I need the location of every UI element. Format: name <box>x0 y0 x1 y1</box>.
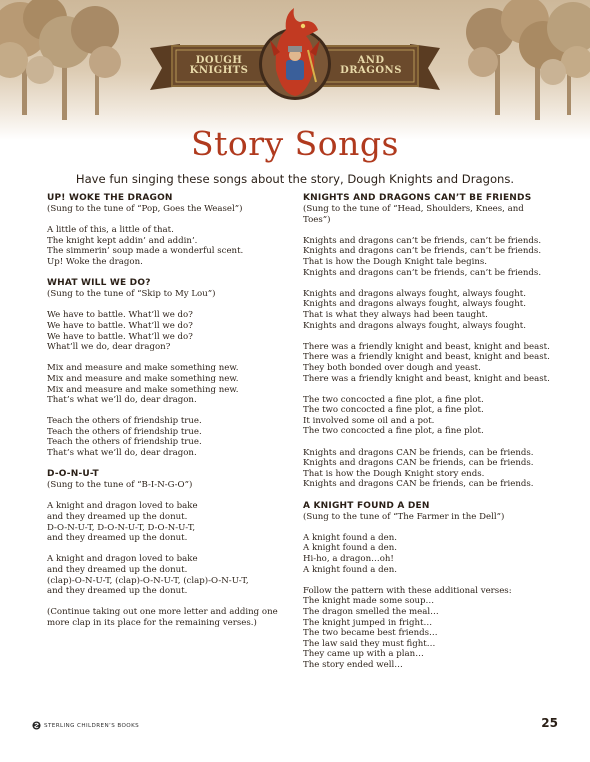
page-title: Story Songs <box>191 124 399 163</box>
lyric-line: A knight found a den. <box>303 564 398 575</box>
song-tune: (Sung to the tune of “B-I-N-G-O”) <box>47 480 193 491</box>
song-title: D-O-N-U-T <box>47 469 99 480</box>
trees-right-illustration <box>465 0 590 140</box>
lyric-line: Mix and measure and make something new. <box>47 373 239 384</box>
lyric-line: What’ll we do, dear dragon? <box>47 342 171 353</box>
song-up-woke-the-dragon <box>47 193 292 268</box>
song-note: (Continue taking out one more letter and adding one more clap in its place for the remaining verses.) <box>47 607 278 628</box>
lyric-line: That is how the Dough Knight story ends. <box>303 468 485 479</box>
lyric-line: That’s what we’ll do, dear dragon. <box>47 395 197 406</box>
lyric-line: The two became best friends… <box>303 628 438 639</box>
song-tune: (Sung to the tune of “Pop, Goes the Weasel”) <box>47 204 243 214</box>
lyric-line: Up! Woke the dragon. <box>47 256 143 267</box>
stanza <box>47 310 292 352</box>
stanza <box>47 416 292 458</box>
stanza <box>47 501 292 543</box>
stanza <box>47 554 292 596</box>
publisher-logo <box>32 721 139 730</box>
lyric-line: and they dreamed up the donut. <box>47 586 188 597</box>
page-subtitle: Have fun singing these songs about the story, Dough Knights and Dragons. <box>75 172 515 186</box>
lyric-line: Knights and dragons always fought, always fought. <box>303 299 526 310</box>
lyric-line: Knights and dragons can’t be friends, can’t be friends. <box>303 267 542 278</box>
lyric-line: That is what they always had been taught. <box>303 309 488 320</box>
lyric-line: and they dreamed up the donut. <box>47 565 188 575</box>
song-title: A KNIGHT FOUND A DEN <box>303 500 430 511</box>
lyric-line: Follow the pattern with these additional verses: <box>303 585 512 596</box>
title-banner <box>150 0 440 110</box>
song-d-o-n-u-t <box>47 469 292 628</box>
lyric-line: Knights and dragons CAN be friends, can be friends. <box>303 458 534 469</box>
lyric-line: Knights and dragons always fought, always fought. <box>303 288 526 299</box>
stanza <box>303 289 553 331</box>
banner-right-line1: AND <box>357 55 385 66</box>
stanza <box>303 236 553 278</box>
lyric-line: There was a friendly knight and beast, knight and beast. <box>303 373 550 384</box>
banner-left-line2: KNIGHTS <box>189 65 249 76</box>
lyric-line: That is how the Dough Knight tale begins. <box>303 256 488 267</box>
lyric-line: Knights and dragons always fought, always fought. <box>303 320 526 331</box>
lyric-line: That’s what we’ll do, dear dragon. <box>47 448 197 459</box>
stanza <box>47 225 292 267</box>
page-number: 25 <box>541 716 558 730</box>
lyric-line: The simmerin’ soup made a wonderful scent. <box>47 246 244 257</box>
lyric-line: and they dreamed up the donut. <box>47 533 188 544</box>
lyric-line: Teach the others of friendship true. <box>47 416 202 427</box>
sterling-logo-icon <box>32 721 41 730</box>
lyric-line: A knight and dragon loved to bake <box>47 554 198 565</box>
song-title: WHAT WILL WE DO? <box>47 278 151 289</box>
lyric-line: Knights and dragons can’t be friends, can’t be friends. <box>303 246 542 257</box>
lyric-line: We have to battle. What’ll we do? <box>47 331 193 342</box>
lyric-line: A knight found a den. <box>303 532 398 543</box>
lyric-line: and they dreamed up the donut. <box>47 512 188 523</box>
song-knights-and-dragons-cant-be-friends <box>303 193 553 490</box>
lyric-line: The story ended well… <box>303 659 403 670</box>
stanza <box>47 363 292 405</box>
banner-left-line1: DOUGH <box>195 55 243 66</box>
stanza <box>303 342 553 384</box>
stanza <box>303 395 553 437</box>
lyric-line: It involved some oil and a pot. <box>303 415 435 426</box>
song-tune: (Sung to the tune of “Head, Shoulders, Knees, and Toes”) <box>303 204 524 225</box>
lyric-line: Hi-ho, a dragon…oh! <box>303 554 394 564</box>
stanza <box>303 586 553 671</box>
lyric-line: We have to battle. What’ll we do? <box>47 320 193 331</box>
song-title: KNIGHTS AND DRAGONS CAN’T BE FRIENDS <box>303 193 532 203</box>
lyric-line: Knights and dragons CAN be friends, can be friends. <box>303 447 534 458</box>
lyric-line: They both bonded over dough and yeast. <box>303 362 481 373</box>
lyric-line: A knight and dragon loved to bake <box>47 501 198 512</box>
lyric-line: They came up with a plan… <box>303 649 424 660</box>
song-a-knight-found-a-den <box>303 501 553 671</box>
lyric-line: Knights and dragons can’t be friends, can’t be friends. <box>303 235 542 246</box>
lyric-line: (clap)-O-N-U-T, (clap)-O-N-U-T, (clap)-O-N-U-T, <box>47 575 249 586</box>
song-what-will-we-do <box>47 278 292 459</box>
lyric-line: Teach the others of friendship true. <box>47 426 202 437</box>
song-tune: (Sung to the tune of “The Farmer in the Dell”) <box>303 511 505 522</box>
lyric-line: Mix and measure and make something new. <box>47 363 239 374</box>
stanza <box>303 533 553 575</box>
lyric-line: There was a friendly knight and beast, knight and beast. <box>303 341 550 352</box>
lyric-line: There was a friendly knight and beast, knight and beast. <box>303 352 550 363</box>
banner-right-line2: DRAGONS <box>340 65 402 76</box>
header-banner <box>0 0 590 140</box>
publisher-name: STERLING CHILDREN’S BOOKS <box>44 722 140 729</box>
lyric-line: We have to battle. What’ll we do? <box>47 310 193 321</box>
knight-and-dragon-emblem-icon <box>256 0 334 108</box>
lyric-line: A little of this, a little of that. <box>47 225 174 236</box>
stanza <box>303 448 553 490</box>
lyric-line: The law said they must fight… <box>303 638 436 649</box>
lyric-line: Mix and measure and make something new. <box>47 384 239 395</box>
lyric-line: Knights and dragons CAN be friends, can be friends. <box>303 479 534 490</box>
lyric-line: The two concocted a fine plot, a fine plot. <box>303 405 484 416</box>
right-column <box>303 193 553 681</box>
lyric-line: D-O-N-U-T, D-O-N-U-T, D-O-N-U-T, <box>47 522 196 533</box>
lyric-line: The knight made some soup… <box>303 596 435 607</box>
lyric-line: A knight found a den. <box>303 543 398 554</box>
lyric-line: The two concocted a fine plot, a fine plot. <box>303 394 484 405</box>
trees-left-illustration <box>0 0 125 140</box>
lyric-line: The knight jumped in fright… <box>303 617 433 628</box>
left-column <box>47 193 292 637</box>
lyric-line: The two concocted a fine plot, a fine plot. <box>303 426 484 437</box>
song-title: UP! WOKE THE DRAGON <box>47 193 173 203</box>
lyric-line: The dragon smelled the meal… <box>303 606 439 617</box>
song-tune: (Sung to the tune of “Skip to My Lou”) <box>47 289 216 300</box>
lyric-line: The knight kept addin’ and addin’. <box>47 235 198 246</box>
lyric-line: Teach the others of friendship true. <box>47 437 202 448</box>
